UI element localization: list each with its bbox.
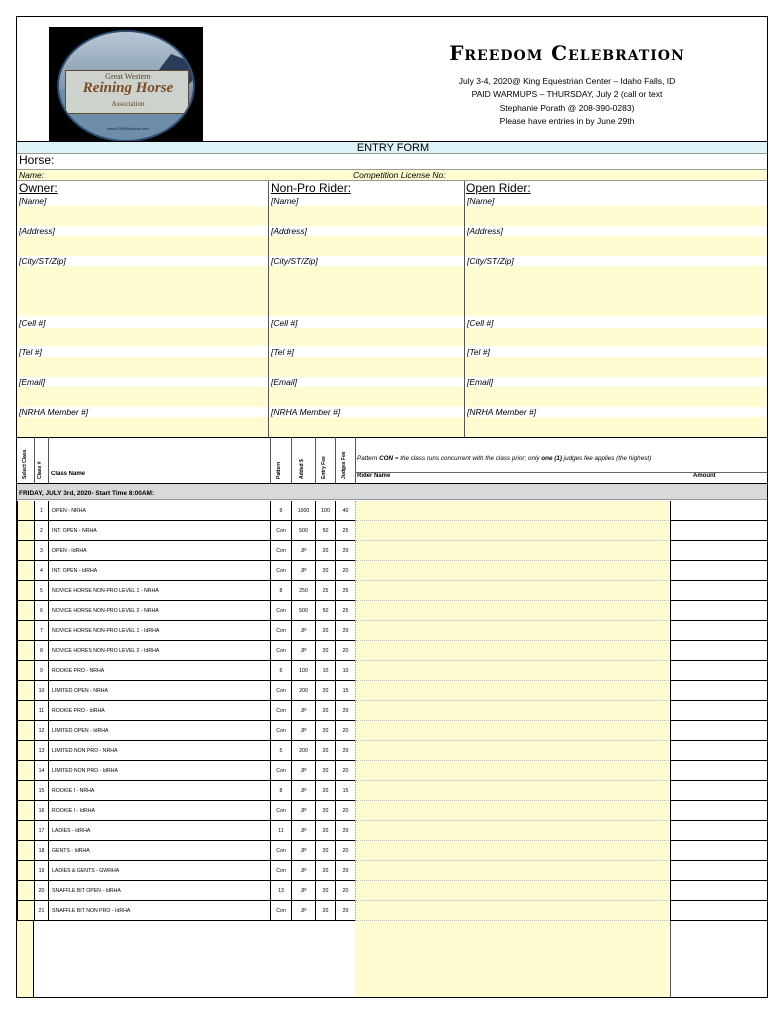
class-name: LIMITED NON PRO - NRHA [48, 741, 271, 761]
class-entry-fee: 50 [315, 521, 336, 541]
select-class-checkbox[interactable] [17, 681, 35, 701]
class-judges-fee: 20 [335, 561, 356, 581]
class-row [17, 681, 768, 701]
class-pattern: 8 [270, 581, 292, 601]
class-entry-fee: 20 [315, 821, 336, 841]
class-number: 13 [34, 741, 49, 761]
class-judges-fee: 20 [335, 861, 356, 881]
class-row [17, 541, 768, 561]
owner-name-label: [Name] [19, 196, 47, 206]
select-class-checkbox[interactable] [17, 541, 35, 561]
class-name: INT. OPEN - IdRHA [48, 561, 271, 581]
select-class-checkbox[interactable] [17, 821, 35, 841]
class-judges-fee: 20 [335, 761, 356, 781]
class-entry-fee: 25 [315, 581, 336, 601]
select-class-checkbox[interactable] [17, 741, 35, 761]
class-number: 16 [34, 801, 49, 821]
owner-label: Owner: [19, 181, 58, 195]
class-name: OPEN - NRHA [48, 501, 271, 521]
class-pattern: Con [270, 681, 292, 701]
select-class-checkbox[interactable] [17, 701, 35, 721]
class-judges-fee: 15 [335, 681, 356, 701]
class-entry-fee: 20 [315, 641, 336, 661]
class-number: 1 [34, 501, 49, 521]
class-name: OPEN - IdRHA [48, 541, 271, 561]
class-judges-fee: 20 [335, 721, 356, 741]
class-added: 100 [291, 661, 316, 681]
amount-field[interactable] [670, 681, 768, 701]
select-class-checkbox[interactable] [17, 561, 35, 581]
rider-name-field[interactable] [355, 501, 671, 521]
select-class-checkbox[interactable] [17, 841, 35, 861]
class-row [17, 761, 768, 781]
class-judges-fee: 20 [335, 641, 356, 661]
class-pattern: 8 [270, 781, 292, 801]
class-entry-fee: 20 [315, 901, 336, 921]
pattern-note: Pattern CON = the class runs concurrent with the class prior; only one (1) judges fee applies (the highest) [357, 455, 652, 462]
select-class-checkbox[interactable] [17, 501, 35, 521]
nonpro-address-field[interactable] [269, 236, 464, 256]
select-class-checkbox[interactable] [17, 521, 35, 541]
class-added: JP [291, 701, 316, 721]
class-pattern: 13 [270, 881, 292, 901]
class-row [17, 781, 768, 801]
class-judges-fee: 20 [335, 621, 356, 641]
rider-name-field[interactable] [355, 581, 671, 601]
amount-header: Amount [693, 473, 716, 479]
class-judges-fee: 40 [335, 501, 356, 521]
select-class-checkbox[interactable] [17, 601, 35, 621]
class-name: LIMITED OPEN - NRHA [48, 681, 271, 701]
class-name: LIMITED OPEN - IdRHA [48, 721, 271, 741]
select-class-checkbox[interactable] [17, 761, 35, 781]
class-added: JP [291, 901, 316, 921]
class-number: 15 [34, 781, 49, 801]
class-pattern: 9 [270, 501, 292, 521]
owner-tel-label: [Tel #] [19, 347, 42, 357]
open-rider-label: Open Rider: [466, 181, 531, 195]
amount-field[interactable] [670, 541, 768, 561]
class-judges-fee: 20 [335, 821, 356, 841]
rider-name-filler [355, 921, 671, 998]
rider-name-field[interactable] [355, 881, 671, 901]
owner-tel-field[interactable] [17, 357, 268, 377]
class-pattern: 11 [270, 821, 292, 841]
class-name: LADIES - IdRHA [48, 821, 271, 841]
class-row [17, 841, 768, 861]
amount-field[interactable] [670, 501, 768, 521]
class-entry-fee: 20 [315, 721, 336, 741]
class-added: 250 [291, 581, 316, 601]
select-class-checkbox[interactable] [17, 781, 35, 801]
nonpro-tel-label: [Tel #] [271, 347, 294, 357]
rider-name-field[interactable] [355, 801, 671, 821]
owner-city-field[interactable] [17, 266, 268, 316]
class-added: JP [291, 861, 316, 881]
class-row [17, 641, 768, 661]
class-name: SNAFFLE BIT NON PRO - IdRHA [48, 901, 271, 921]
rider-name-field[interactable] [355, 621, 671, 641]
class-judges-fee: 25 [335, 521, 356, 541]
class-row [17, 521, 768, 541]
amount-field[interactable] [670, 581, 768, 601]
select-class-checkbox[interactable] [17, 901, 35, 921]
nonpro-rider-label: Non-Pro Rider: [271, 181, 352, 195]
rider-name-field[interactable] [355, 841, 671, 861]
class-name: ROOKIE I - NRHA [48, 781, 271, 801]
nonpro-city-field[interactable] [269, 266, 464, 316]
class-number: 18 [34, 841, 49, 861]
class-number: 8 [34, 641, 49, 661]
contact-line: Stephanie Porath @ 208-390-0283) [499, 103, 635, 113]
owner-nrha-field[interactable] [17, 417, 268, 437]
rider-name-field[interactable] [355, 781, 671, 801]
class-row [17, 741, 768, 761]
class-judges-fee: 25 [335, 601, 356, 621]
class-entry-fee: 20 [315, 561, 336, 581]
page-title: Freedom Celebration [449, 41, 685, 65]
class-entry-fee: 20 [315, 801, 336, 821]
rider-name-field[interactable] [355, 641, 671, 661]
class-added: JP [291, 721, 316, 741]
logo-line-3: Association [111, 100, 145, 108]
rider-name-field[interactable] [355, 761, 671, 781]
amount-field[interactable] [670, 721, 768, 741]
amount-field[interactable] [670, 521, 768, 541]
event-date-line: July 3-4, 2020@ King Equestrian Center – Idaho Falls, ID [458, 76, 676, 86]
class-number: 4 [34, 561, 49, 581]
class-judges-fee: 10 [335, 661, 356, 681]
class-name: ROOKIE I - IdRHA [48, 801, 271, 821]
class-judges-fee: 20 [335, 741, 356, 761]
class-name: INT. OPEN - NRHA [48, 521, 271, 541]
class-number: 20 [34, 881, 49, 901]
class-pattern: Con [270, 601, 292, 621]
class-number: 6 [34, 601, 49, 621]
class-number: 14 [34, 761, 49, 781]
class-entry-fee: 20 [315, 701, 336, 721]
rider-name-field[interactable] [355, 541, 671, 561]
class-pattern: Con [270, 641, 292, 661]
class-added: 500 [291, 521, 316, 541]
nonpro-cell-field[interactable] [269, 328, 464, 346]
class-row [17, 501, 768, 521]
class-name: ROOKIE PRO - IdRHA [48, 701, 271, 721]
class-number: 10 [34, 681, 49, 701]
open-cell-label: [Cell #] [467, 318, 494, 328]
class-judges-fee: 20 [335, 801, 356, 821]
rider-name-field[interactable] [355, 701, 671, 721]
entry-form-page [16, 16, 768, 998]
nonpro-nrha-field[interactable] [269, 417, 464, 437]
class-name: NOVICE HORES NON-PRO LEVEL 2 - IdRHA [48, 641, 271, 661]
select-class-checkbox[interactable] [17, 621, 35, 641]
open-nrha-field[interactable] [465, 417, 768, 437]
class-name: LADIES & GENTS - GWRHA [48, 861, 271, 881]
rider-name-field[interactable] [355, 901, 671, 921]
open-email-field[interactable] [465, 387, 768, 407]
class-judges-fee: 20 [335, 881, 356, 901]
class-row [17, 601, 768, 621]
rider-name-field[interactable] [355, 861, 671, 881]
class-pattern: Con [270, 541, 292, 561]
class-added: JP [291, 821, 316, 841]
class-entry-fee: 20 [315, 861, 336, 881]
class-pattern: Con [270, 801, 292, 821]
class-name: NOVICE HORSE NON-PRO LEVEL 1 - NRHA [48, 581, 271, 601]
class-entry-fee: 20 [315, 541, 336, 561]
class-number: 9 [34, 661, 49, 681]
amount-field[interactable] [670, 701, 768, 721]
select-class-checkbox[interactable] [17, 641, 35, 661]
amount-field[interactable] [670, 621, 768, 641]
class-added: JP [291, 621, 316, 641]
class-judges-fee: 20 [335, 701, 356, 721]
class-entry-fee: 100 [315, 501, 336, 521]
owner-email-field[interactable] [17, 387, 268, 407]
class-judges-fee: 15 [335, 781, 356, 801]
entry-fee-header: Entry Fee [321, 456, 327, 479]
amount-field[interactable] [670, 881, 768, 901]
amount-field[interactable] [670, 781, 768, 801]
open-cell-field[interactable] [465, 328, 768, 346]
class-number: 2 [34, 521, 49, 541]
open-city-field[interactable] [465, 266, 768, 316]
class-number: 5 [34, 581, 49, 601]
rider-name-field[interactable] [355, 561, 671, 581]
class-row [17, 581, 768, 601]
owner-cell-label: [Cell #] [19, 318, 46, 328]
class-name-header: Class Name [51, 471, 86, 477]
class-row [17, 701, 768, 721]
class-pattern: 6 [270, 661, 292, 681]
rider-name-field[interactable] [355, 601, 671, 621]
open-tel-label: [Tel #] [467, 347, 490, 357]
select-class-filler [17, 921, 34, 998]
nonpro-nrha-label: [NRHA Member #] [271, 407, 341, 417]
owner-name-field[interactable] [17, 206, 268, 226]
select-class-header: Select Class [22, 449, 28, 479]
class-number: 11 [34, 701, 49, 721]
class-entry-fee: 10 [315, 661, 336, 681]
owner-email-label: [Email] [19, 377, 45, 387]
class-name: NOVICE HORSE NON-PRO LEVEL 2 - NRHA [48, 601, 271, 621]
class-judges-fee: 25 [335, 581, 356, 601]
class-judges-fee: 20 [335, 841, 356, 861]
amount-field[interactable] [670, 601, 768, 621]
select-class-checkbox[interactable] [17, 661, 35, 681]
judges-fee-header: Judges Fee [341, 451, 347, 479]
class-entry-fee: 20 [315, 741, 336, 761]
class-pattern: 5 [270, 741, 292, 761]
owner-address-field[interactable] [17, 236, 268, 256]
class-added: 200 [291, 741, 316, 761]
class-added: JP [291, 541, 316, 561]
open-nrha-label: [NRHA Member #] [467, 407, 537, 417]
nonpro-name-field[interactable] [269, 206, 464, 226]
open-city-label: [City/ST/Zip] [467, 256, 514, 266]
amount-field[interactable] [670, 901, 768, 921]
class-pattern: Con [270, 761, 292, 781]
class-entry-fee: 50 [315, 601, 336, 621]
amount-field[interactable] [670, 661, 768, 681]
rider-name-field[interactable] [355, 661, 671, 681]
rider-name-field[interactable] [355, 681, 671, 701]
amount-field[interactable] [670, 821, 768, 841]
select-class-checkbox[interactable] [17, 801, 35, 821]
class-row [17, 881, 768, 901]
class-entry-fee: 20 [315, 841, 336, 861]
class-name: SNAFFLE BIT OPEN - IdRHA [48, 881, 271, 901]
class-added: 200 [291, 681, 316, 701]
open-address-label: [Address] [467, 226, 503, 236]
class-pattern: Con [270, 521, 292, 541]
class-entry-fee: 20 [315, 621, 336, 641]
class-added: JP [291, 881, 316, 901]
class-number: 7 [34, 621, 49, 641]
horse-label: Horse: [19, 153, 55, 167]
amount-field[interactable] [670, 801, 768, 821]
association-logo [49, 27, 203, 144]
class-added: 1000 [291, 501, 316, 521]
open-name-label: [Name] [467, 196, 495, 206]
class-judges-fee: 20 [335, 901, 356, 921]
nonpro-address-label: [Address] [271, 226, 307, 236]
class-added: 500 [291, 601, 316, 621]
logo-line-1: Great Western [105, 72, 151, 81]
select-class-checkbox[interactable] [17, 581, 35, 601]
open-tel-field[interactable] [465, 357, 768, 377]
class-pattern: Con [270, 701, 292, 721]
entry-form-bar: ENTRY FORM [17, 141, 768, 154]
class-row [17, 861, 768, 881]
class-row [17, 561, 768, 581]
class-added: JP [291, 561, 316, 581]
class-pattern: Con [270, 621, 292, 641]
class-added: JP [291, 781, 316, 801]
class-number: 21 [34, 901, 49, 921]
class-name: LIMITED NON PRO - IdRHA [48, 761, 271, 781]
class-entry-fee: 20 [315, 681, 336, 701]
class-row [17, 801, 768, 821]
class-row [17, 621, 768, 641]
nonpro-cell-label: [Cell #] [271, 318, 298, 328]
class-pattern: Con [270, 861, 292, 881]
class-name: ROOKIE PRO - NRHA [48, 661, 271, 681]
class-added: JP [291, 841, 316, 861]
nonpro-email-label: [Email] [271, 377, 297, 387]
class-row [17, 821, 768, 841]
deadline-line: Please have entries in by June 29th [499, 116, 635, 126]
class-number: 3 [34, 541, 49, 561]
added-header: Added $ [299, 459, 305, 479]
class-pattern: Con [270, 561, 292, 581]
open-name-field[interactable] [465, 206, 768, 226]
nonpro-name-label: [Name] [271, 196, 299, 206]
nonpro-email-field[interactable] [269, 387, 464, 407]
amount-field[interactable] [670, 561, 768, 581]
logo-url: www.GWRHonline.com [107, 126, 149, 131]
select-class-checkbox[interactable] [17, 861, 35, 881]
owner-cell-field[interactable] [17, 328, 268, 346]
class-name: GENTS - IdRHA [48, 841, 271, 861]
owner-city-label: [City/ST/Zip] [19, 256, 66, 266]
select-class-checkbox[interactable] [17, 881, 35, 901]
class-entry-fee: 20 [315, 881, 336, 901]
select-class-checkbox[interactable] [17, 721, 35, 741]
nonpro-tel-field[interactable] [269, 357, 464, 377]
nonpro-city-label: [City/ST/Zip] [271, 256, 318, 266]
owner-address-label: [Address] [19, 226, 55, 236]
class-pattern: Con [270, 841, 292, 861]
class-added: JP [291, 801, 316, 821]
class-row [17, 901, 768, 921]
amount-field[interactable] [670, 861, 768, 881]
horse-name-label: Name: [19, 170, 45, 180]
rider-name-field[interactable] [355, 721, 671, 741]
rider-name-field[interactable] [355, 741, 671, 761]
rider-name-header: Rider Name [357, 473, 391, 479]
class-added: JP [291, 761, 316, 781]
amount-field[interactable] [670, 841, 768, 861]
class-judges-fee: 20 [335, 541, 356, 561]
rider-name-field[interactable] [355, 521, 671, 541]
owner-nrha-label: [NRHA Member #] [19, 407, 89, 417]
class-pattern: Con [270, 721, 292, 741]
section-title: FRIDAY, JULY 3rd, 2020- Start Time 8:00AM: [19, 490, 155, 497]
class-row [17, 721, 768, 741]
class-number: 19 [34, 861, 49, 881]
class-name: NOVICE HORSE NON-PRO LEVEL 1 - IdRHA [48, 621, 271, 641]
warmups-line: PAID WARMUPS – THURSDAY, July 2 (call or text [471, 89, 663, 99]
class-number: 17 [34, 821, 49, 841]
pattern-header: Pattern [276, 461, 282, 479]
amount-field[interactable] [670, 761, 768, 781]
open-address-field[interactable] [465, 236, 768, 256]
amount-field[interactable] [670, 641, 768, 661]
rider-name-field[interactable] [355, 821, 671, 841]
class-number: 12 [34, 721, 49, 741]
class-number-header: Class # [37, 461, 43, 479]
class-row [17, 661, 768, 681]
open-email-label: [Email] [467, 377, 493, 387]
class-entry-fee: 20 [315, 781, 336, 801]
amount-field[interactable] [670, 741, 768, 761]
class-pattern: Con [270, 901, 292, 921]
class-entry-fee: 20 [315, 761, 336, 781]
license-label: Competition License No: [353, 170, 446, 180]
class-added: JP [291, 641, 316, 661]
logo-line-2: Reining Horse [82, 80, 174, 96]
